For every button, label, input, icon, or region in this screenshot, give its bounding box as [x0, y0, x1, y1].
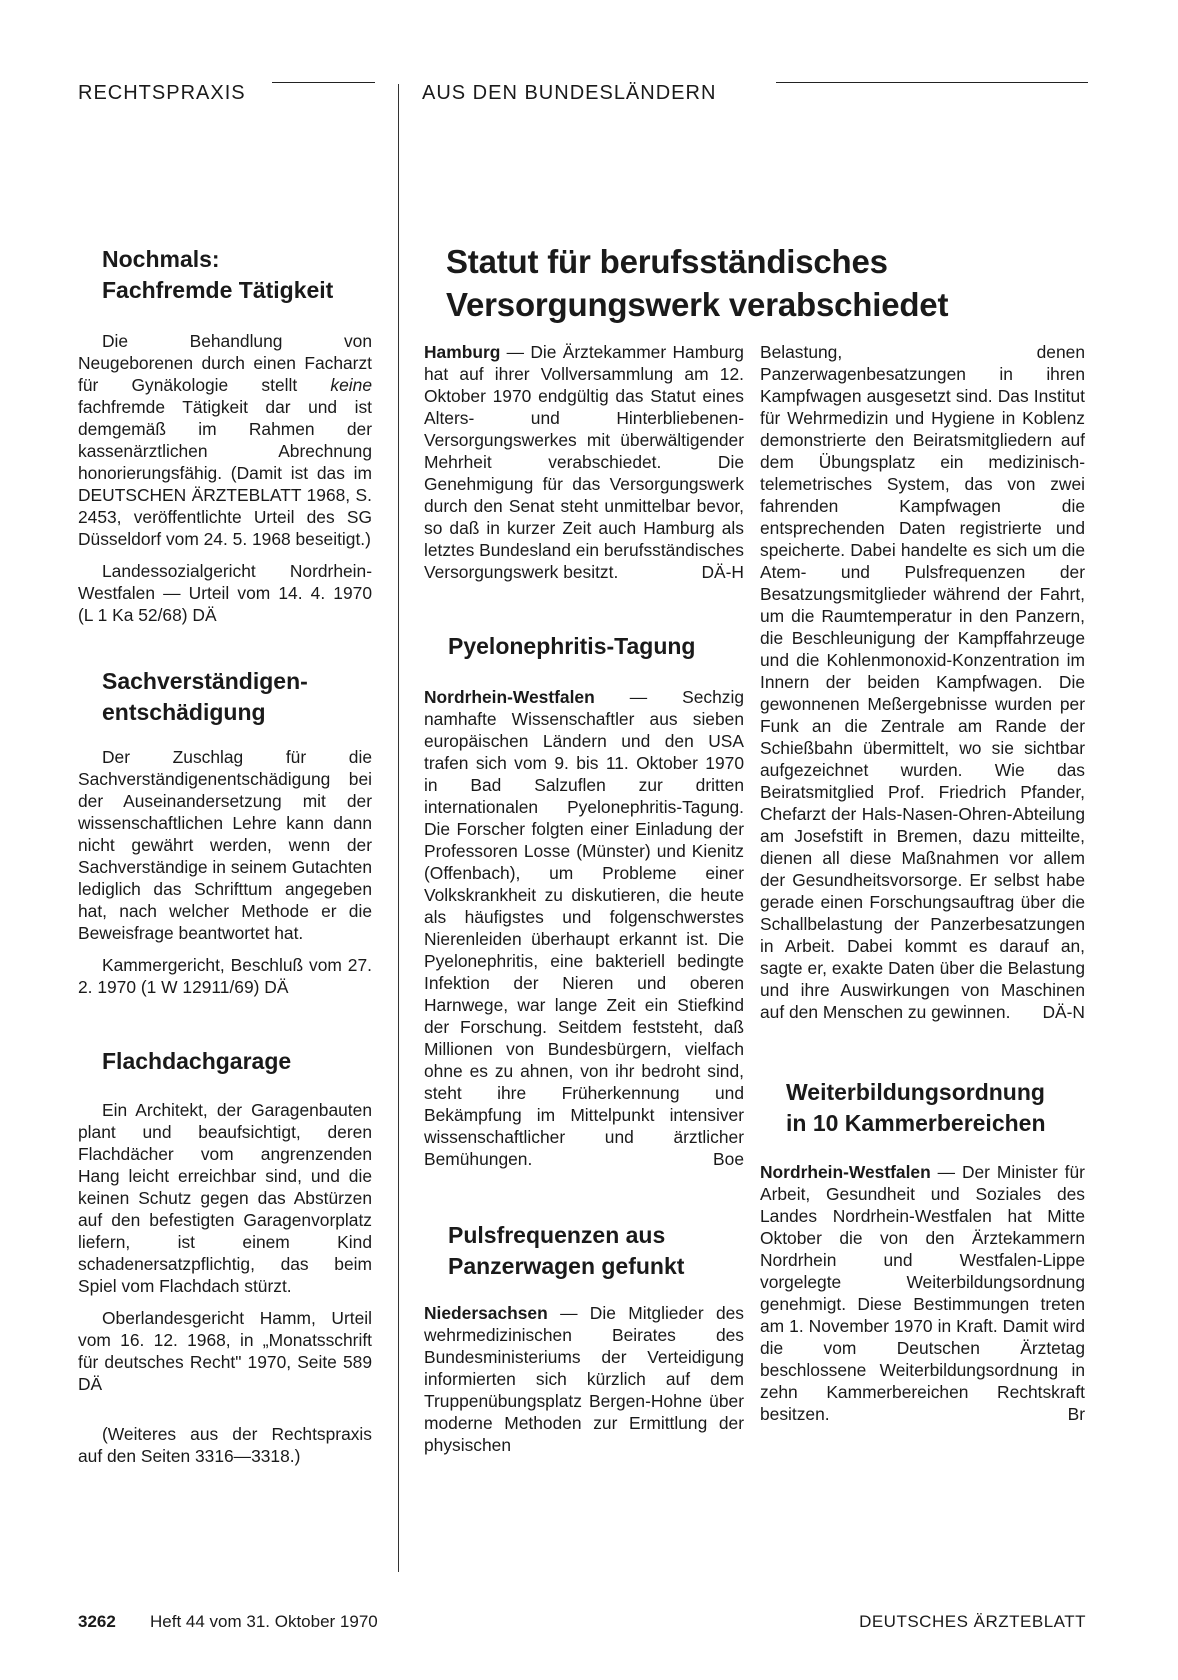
location-label: Niedersachsen — [424, 1303, 548, 1323]
signature: DÄ — [78, 1374, 103, 1394]
emphasis-text: keine — [330, 375, 372, 395]
page-number: 3262 — [78, 1612, 116, 1631]
left-column — [78, 244, 372, 1467]
location-label: Nordrhein-Westfalen — [760, 1162, 931, 1182]
signature: DÄ — [264, 977, 289, 997]
column-divider — [398, 84, 399, 1572]
article-pyelo-title: Pyelonephritis-Tagung — [448, 633, 696, 659]
signature: DÄ-N — [1042, 1002, 1085, 1022]
signature: Br — [1067, 1404, 1085, 1424]
article-flachdach-body: Ein Architekt, der Garagenbauten plant und beaufsichtigt, deren Flachdächer vom angrenzenden Hang leicht erreichbar sind, und die keinen Schutz gegen das Abstürzen auf den befestigten Garagenvorplatz liefern, ist einem Kind schadenersatzpflichtig, das beim Spiel vom Flachdach stürzt. — [78, 1100, 372, 1296]
article-flachdach-title — [78, 1046, 372, 1077]
article-title-line: entschädigung — [102, 699, 266, 725]
article-pyelo-body: Nordrhein-Westfalen — Sechzig namhafte Wissenschaftler aus sieben europäischen Ländern und den USA trafen sich vom 9. bis 11. Oktober 1970 in Bad Salzuflen zur dritten internationalen Pyelonephritis-Tagung. Die Forscher folgten einer Einladung der Professoren Losse (Münster) und Kienitz (Offenbach), um Probleme einer Volkskrankheit zu diskutieren, die heute als häufigstes und folgenschwerstes Nierenleiden überhaupt erkannt ist. Die Pyelonephritis, eine bakteriell bedingte Infektion der Nieren und oberen Harnwege, war lange Zeit ein Stiefkind der Forschung. Seitdem feststeht, daß Millionen von Bundesbürgern, vielfach ohne es zu ahnen, von ihr bedroht sind, steht ihre Früherkennung und Bekämpfung im Mittelpunkt intensiver wissenschaftlicher und ärztlicher Bemühungen. Boe — [424, 687, 744, 1169]
article-weiter-title — [760, 1077, 1085, 1139]
signature: Boe — [713, 1149, 744, 1169]
article-sachverstaendigen-citation: Kammergericht, Beschluß vom 27. 2. 1970 (1 W 12911/69) DÄ — [78, 955, 372, 997]
article-sachverstaendigen-title — [78, 666, 372, 728]
middle-column — [424, 341, 744, 1456]
article-fachfremde-title — [78, 244, 372, 306]
article-fachfremde-body: Die Behandlung von Neugeborenen durch einen Facharzt für Gynäkologie stellt keine fachfremde Tätigkeit dar und ist demgemäß im Rahmen der kassenärztlichen Abrechnung honorierungsfähig. (Damit ist das im DEUTSCHEN ÄRZTEBLATT 1968, S. 2453, veröffentlichte Urteil des SG Düsseldorf vom 24. 5. 1968 beseitigt.) — [78, 331, 372, 549]
article-title-line: Sachverständigen- — [102, 668, 308, 694]
article-puls-body-start: Niedersachsen — Die Mitglieder des wehrmedizinischen Beirates des Bundesministeriums der Verteidigung informierten sich kürzlich auf dem Truppenübungsplatz Bergen-Hohne über moderne Methoden zur Ermittlung der physischen — [424, 1303, 744, 1455]
article-puls-body-cont: Belastung, denen Panzerwagenbesatzungen in ihren Kampfwagen ausgesetzt sind. Das Institut für Wehrmedizin und Hygiene in Koblenz demonstrierte den Beiratsmitgliedern auf dem Übungsplatz ein medizinisch-telemetrisches System, das von zwei fahrenden Kampfwagen die entsprechenden Daten registrierte und speicherte. Dabei handelte es sich um die Atem- und Pulsfrequenzen der Besatzungsmitglieder während der Fahrt, um die Raumtemperatur in den Panzern, die Beschleunigung der Kampffahrzeuge und die Kohlenmonoxid-Konzentration im Innern der beiden Kampfwagen. Die gewonnenen Meßergebnisse wurden per Funk an die Zentrale am Rande der Schießbahn übermittelt, wo sie sichtbar aufgezeichnet wurden. Wie das Beiratsmitglied Prof. Friedrich Pfander, Chefarzt der Hals-Nasen-Ohren-Abteilung am Josefstift in Bremen, dazu mitteilte, dienen all diese Maßnahmen vor allem der Gesundheitsvorsorge. Er selbst habe gerade einen Forschungsauftrag über die Schallbelastung der Panzerbesatzungen in Arbeit. Dabei kommt es darauf an, sagte er, exakte Daten über die Belastung und ihre Auswirkungen von Maschinen auf den Menschen zu gewinnen. DÄ-N — [760, 342, 1085, 1022]
section-rule-left — [272, 82, 375, 83]
article-title-line: Panzerwagen gefunkt — [448, 1253, 685, 1279]
signature: DÄ — [192, 605, 217, 625]
article-title-line: Pulsfrequenzen aus — [448, 1222, 666, 1248]
right-column — [760, 341, 1085, 1425]
article-title-line: in 10 Kammerbereichen — [786, 1110, 1046, 1136]
article-title-line: Fachfremde Tätigkeit — [102, 277, 334, 303]
section-header-rechtspraxis: RECHTSPRAXIS — [78, 82, 246, 104]
section-header-bundeslaender: AUS DEN BUNDESLÄNDERN — [422, 82, 717, 104]
section-rule-right — [776, 82, 1088, 83]
location-label: Nordrhein-Westfalen — [424, 687, 595, 707]
signature: DÄ-H — [701, 562, 744, 582]
article-sachverstaendigen-body: Der Zuschlag für die Sachverständigenentschädigung bei der Auseinandersetzung mit der wissenschaftlichen Lehre kann dann nicht gewährt werden, wenn der Sachverständige in seinem Gutachten lediglich das Schrifttum angegeben hat, nach welcher Methode er die Beweisfrage beantwortet hat. — [78, 747, 372, 943]
article-statut-body: Hamburg — Die Ärztekammer Hamburg hat auf ihrer Vollversammlung am 12. Oktober 1970 endgültig das Statut eines Alters- und Hinterbliebenen-Versorgungswerkes mit überwältigender Mehrheit verabschiedet. Die Genehmigung für das Versorgungswerk durch den Senat steht unmittelbar bevor, so daß in kurzer Zeit auch Hamburg als letztes Bundesland ein berufsständisches Versorgungswerk besitzt. DÄ-H — [424, 342, 744, 582]
location-label: Hamburg — [424, 342, 501, 362]
issue-info: Heft 44 vom 31. Oktober 1970 — [150, 1612, 378, 1631]
article-title-line: Flachdachgarage — [102, 1048, 292, 1074]
article-flachdach-citation: Oberlandesgericht Hamm, Urteil vom 16. 12. 1968, in „Monatsschrift für deutsches Recht" 1970, Seite 589 DÄ — [78, 1308, 372, 1394]
article-title-line: Nochmals: — [102, 246, 220, 272]
more-note: (Weiteres aus der Rechtspraxis auf den Seiten 3316—3318.) — [78, 1424, 372, 1466]
main-headline — [446, 240, 1086, 326]
article-weiter-body: Nordrhein-Westfalen — Der Minister für Arbeit, Gesundheit und Soziales des Landes Nordrhein-Westfalen hat Mitte Oktober die von den Ärztekammern Nordrhein und Westfalen-Lippe vorgelegte Weiterbildungsordnung genehmigt. Diese Bestimmungen treten am 1. November 1970 in Kraft. Damit wird die vom Deutschen Ärztetag beschlossene Weiterbildungsordnung in zehn Kammerbereichen Rechtskraft besitzen. Br — [760, 1162, 1085, 1424]
article-title-line: Weiterbildungsordnung — [786, 1079, 1045, 1105]
article-puls-title — [424, 1220, 744, 1282]
article-fachfremde-citation: Landessozialgericht Nordrhein-Westfalen — Urteil vom 14. 4. 1970 (L 1 Ka 52/68) DÄ — [78, 561, 372, 625]
headline-line: Versorgungswerk verabschiedet — [446, 286, 949, 323]
publication-name: DEUTSCHES ÄRZTEBLATT — [859, 1612, 1086, 1631]
headline-line: Statut für berufsständisches — [446, 243, 888, 280]
